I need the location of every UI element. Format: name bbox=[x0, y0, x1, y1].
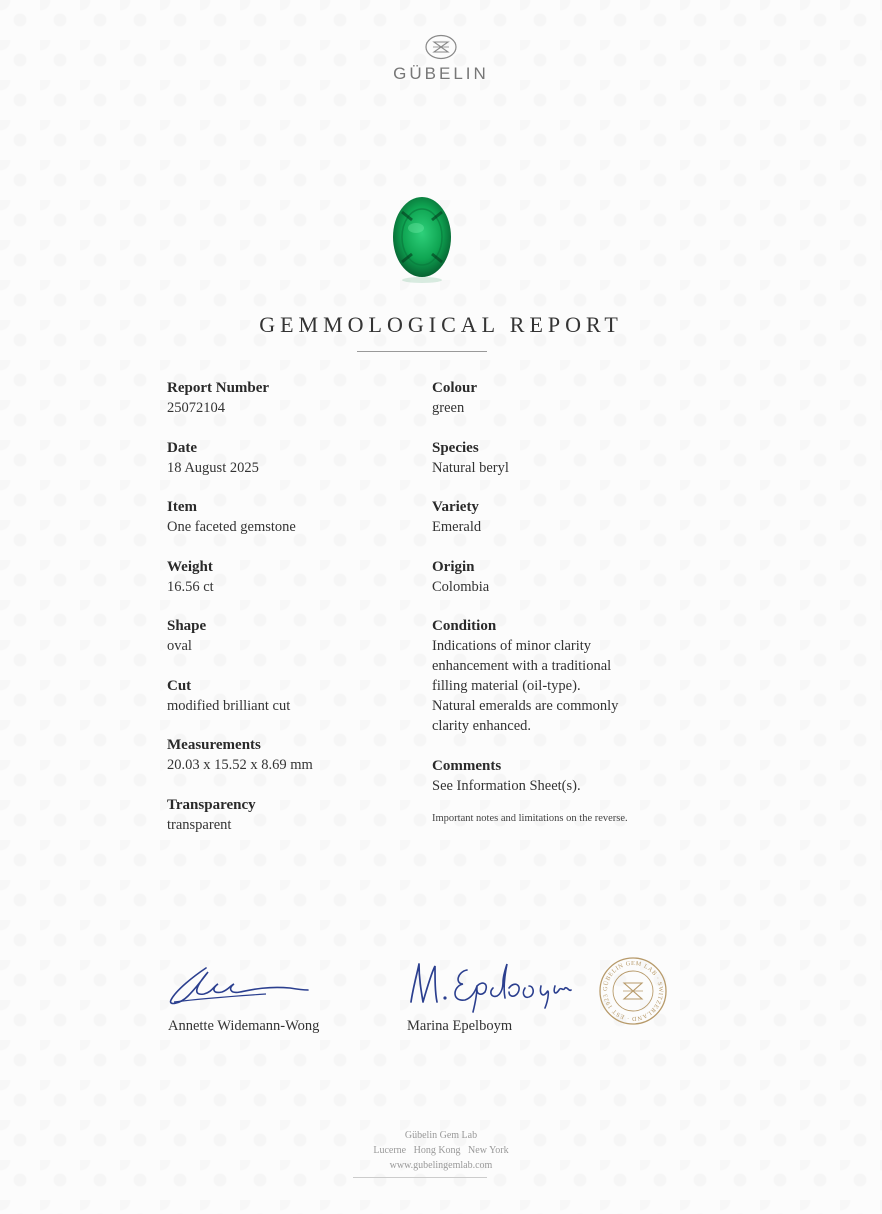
brand-name: GÜBELIN bbox=[393, 64, 489, 83]
field-value: See Information Sheet(s). bbox=[432, 777, 581, 794]
field-label: Measurements bbox=[167, 737, 261, 753]
field-origin bbox=[432, 557, 682, 597]
seal-text: GÜBELIN GEM LAB · SWITZERLAND · EST 1923 bbox=[601, 959, 665, 1023]
title-divider bbox=[357, 351, 487, 352]
field-value: Natural beryl bbox=[432, 459, 509, 476]
field-measurements bbox=[167, 735, 407, 775]
signatory-name: Annette Widemann-Wong bbox=[168, 1018, 320, 1034]
signature-epelboym bbox=[405, 958, 600, 1014]
field-value: oval bbox=[167, 638, 192, 654]
footer-website: www.gubelingemlab.com bbox=[389, 1160, 493, 1171]
field-label: Shape bbox=[167, 618, 207, 634]
field-label: Comments bbox=[432, 757, 502, 774]
footer bbox=[0, 1128, 882, 1173]
field-label: Condition bbox=[432, 618, 497, 634]
left-column bbox=[167, 378, 407, 854]
field-value: Colombia bbox=[432, 578, 490, 595]
field-cut bbox=[167, 676, 407, 716]
field-value: green bbox=[432, 400, 465, 416]
field-label: Date bbox=[167, 439, 197, 456]
gubelin-logo-icon bbox=[425, 34, 457, 60]
field-label: Origin bbox=[432, 558, 475, 575]
field-report-number bbox=[167, 378, 407, 418]
condition-line: filling material (oil-type). bbox=[432, 678, 581, 694]
field-label: Report Number bbox=[167, 380, 270, 396]
field-value: Emerald bbox=[432, 519, 482, 535]
brand-logo bbox=[0, 34, 882, 84]
field-value: 16.56 ct bbox=[167, 578, 214, 595]
field-label: Cut bbox=[167, 677, 192, 694]
condition-line: clarity enhanced. bbox=[432, 718, 532, 734]
field-value: 18 August 2025 bbox=[167, 459, 259, 476]
footer-divider bbox=[353, 1177, 487, 1178]
field-label: Colour bbox=[432, 380, 477, 396]
field-shape bbox=[167, 616, 407, 656]
field-label: Species bbox=[432, 439, 479, 456]
footer-cities: Lucerne Hong Kong New York bbox=[373, 1145, 509, 1156]
field-label: Item bbox=[167, 499, 197, 515]
signature-widemann-wong bbox=[166, 962, 316, 1012]
field-label: Weight bbox=[167, 558, 213, 575]
field-colour bbox=[432, 378, 682, 418]
condition-line: enhancement with a traditional bbox=[432, 658, 612, 674]
field-species bbox=[432, 438, 682, 478]
field-value: modified brilliant cut bbox=[167, 697, 291, 714]
field-weight bbox=[167, 557, 407, 597]
field-value: 20.03 x 15.52 x 8.69 mm bbox=[167, 757, 313, 773]
field-item bbox=[167, 497, 407, 537]
field-label: Transparency bbox=[167, 796, 256, 813]
field-value: One faceted gemstone bbox=[167, 519, 296, 535]
field-date bbox=[167, 438, 407, 478]
condition-line: Indications of minor clarity bbox=[432, 638, 592, 654]
report-title: GEMMOLOGICAL REPORT bbox=[259, 312, 623, 337]
field-value: 25072104 bbox=[167, 400, 225, 416]
field-label: Variety bbox=[432, 499, 479, 515]
field-comments bbox=[432, 756, 682, 796]
right-column bbox=[432, 378, 682, 824]
field-value: transparent bbox=[167, 816, 232, 833]
emerald-gem-image bbox=[390, 190, 454, 286]
condition-line: Natural emeralds are commonly bbox=[432, 698, 619, 714]
field-condition bbox=[432, 616, 682, 736]
field-transparency bbox=[167, 795, 407, 835]
gubelin-gem-lab-seal-icon bbox=[598, 953, 668, 1029]
signatory-name: Marina Epelboym bbox=[407, 1018, 513, 1034]
footer-lab: Gübelin Gem Lab bbox=[404, 1130, 478, 1141]
field-variety bbox=[432, 497, 682, 537]
reverse-note: Important notes and limitations on the reverse. bbox=[432, 813, 628, 824]
